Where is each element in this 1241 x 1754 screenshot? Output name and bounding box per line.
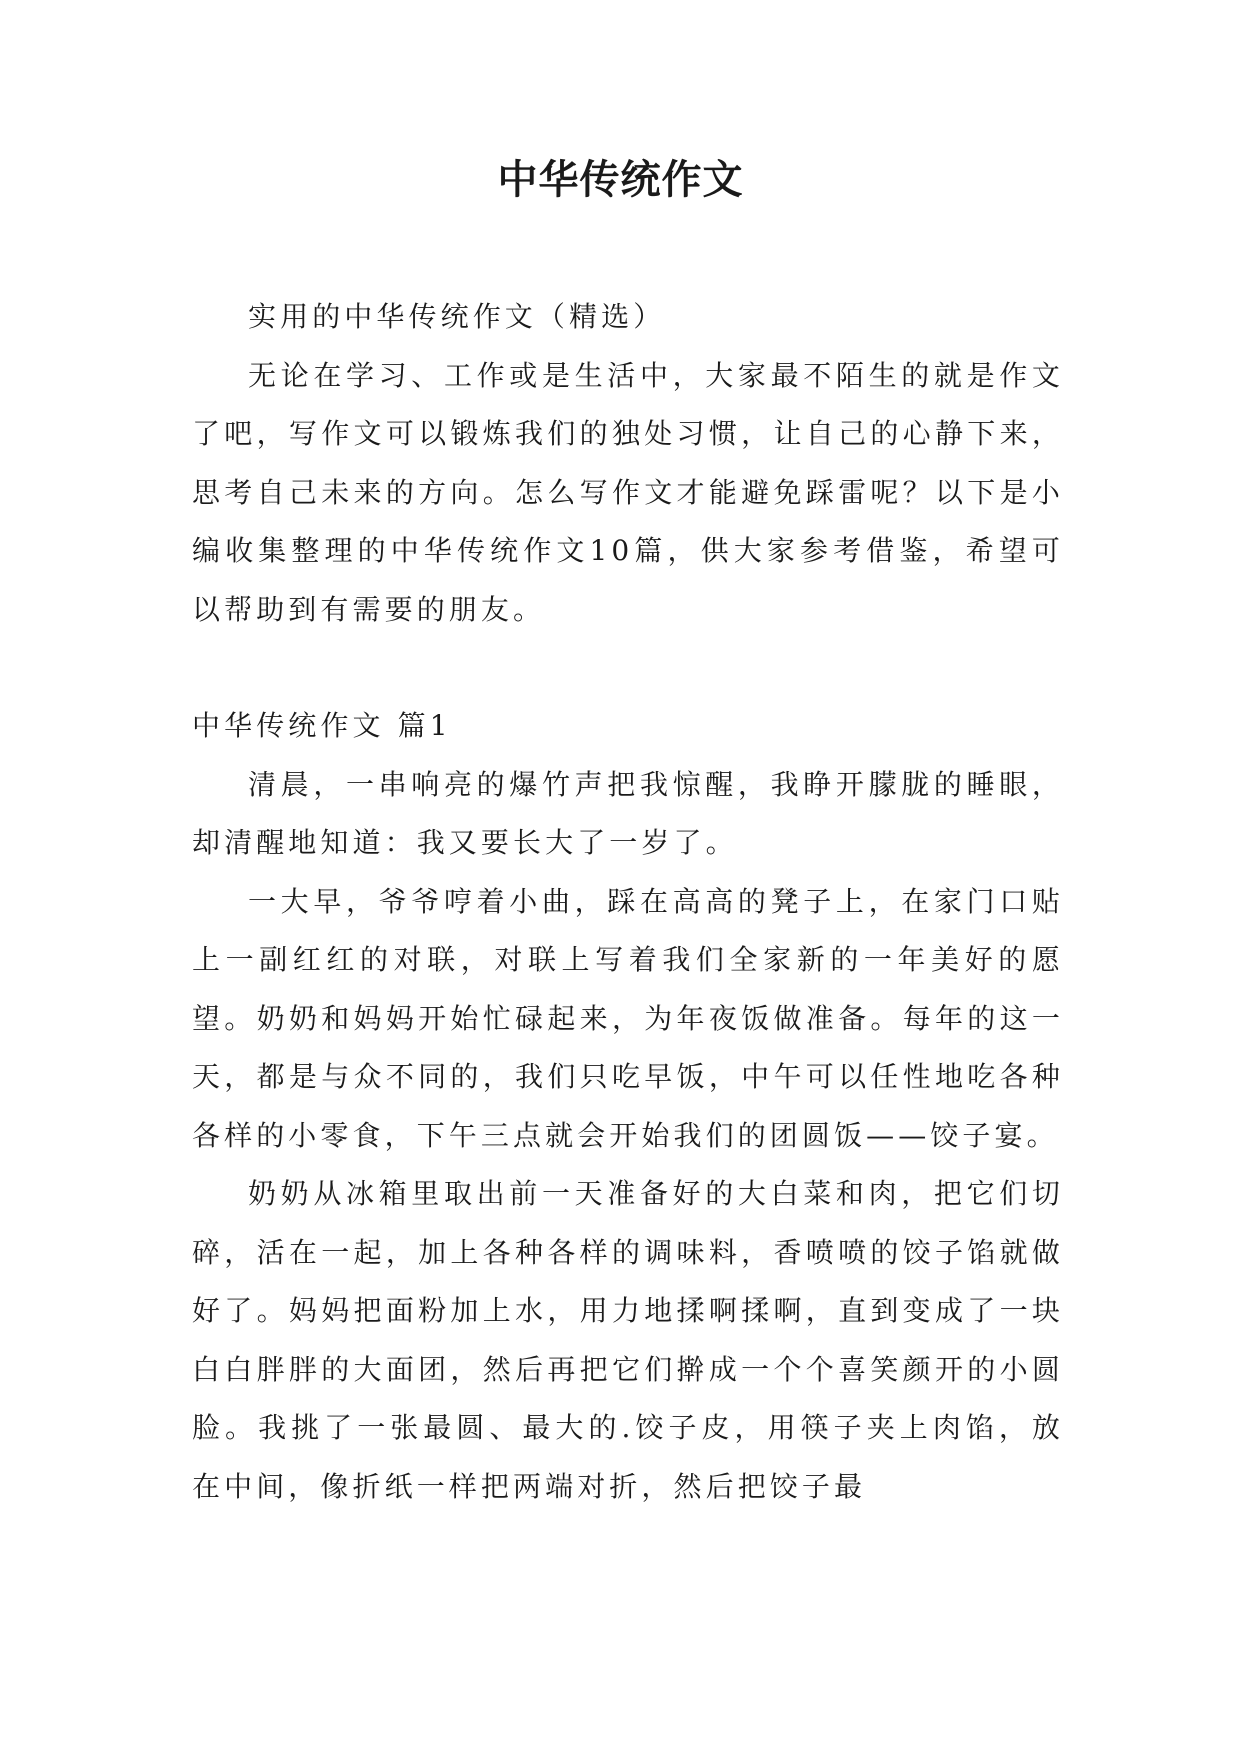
intro-paragraph: 无论在学习、工作或是生活中，大家最不陌生的就是作文了吧，写作文可以锻炼我们的独处习惯，让自己的心静下来，思考自己未来的方向。怎么写作文才能避免踩雷呢？以下是小编收集整理的中华传统作文10篇，供大家参考借鉴，希望可以帮助到有需要的朋友。 xyxy=(192,358,1064,626)
document-subtitle: 实用的中华传统作文（精选） xyxy=(248,300,666,333)
section-paragraph: 清晨，一串响亮的爆竹声把我惊醒，我睁开朦胧的睡眼，却清醒地知道：我又要长大了一岁了。 xyxy=(192,767,1064,859)
section-heading: 中华传统作文 篇1 xyxy=(192,709,452,742)
document-title: 中华传统作文 xyxy=(497,156,744,203)
section-paragraph: 一大早，爷爷哼着小曲，踩在高高的凳子上，在家门口贴上一副红红的对联，对联上写着我们全家新的一年美好的愿望。奶奶和妈妈开始忙碌起来，为年夜饭做准备。每年的这一天，都是与众不同的，我们只吃早饭，中午可以任性地吃各种各样的小零食，下午三点就会开始我们的团圆饭——饺子宴。 xyxy=(192,884,1064,1152)
section-paragraph: 奶奶从冰箱里取出前一天准备好的大白菜和肉，把它们切碎，活在一起，加上各种各样的调味料，香喷喷的饺子馅就做好了。妈妈把面粉加上水，用力地揉啊揉啊，直到变成了一块白白胖胖的大面团，然后再把它们擀成一个个喜笑颜开的小圆脸。我挑了一张最圆、最大的.饺子皮，用筷子夹上肉馅，放在中间，像折纸一样把两端对折，然后把饺子最 xyxy=(192,1177,1064,1503)
document-body xyxy=(192,288,1064,1516)
